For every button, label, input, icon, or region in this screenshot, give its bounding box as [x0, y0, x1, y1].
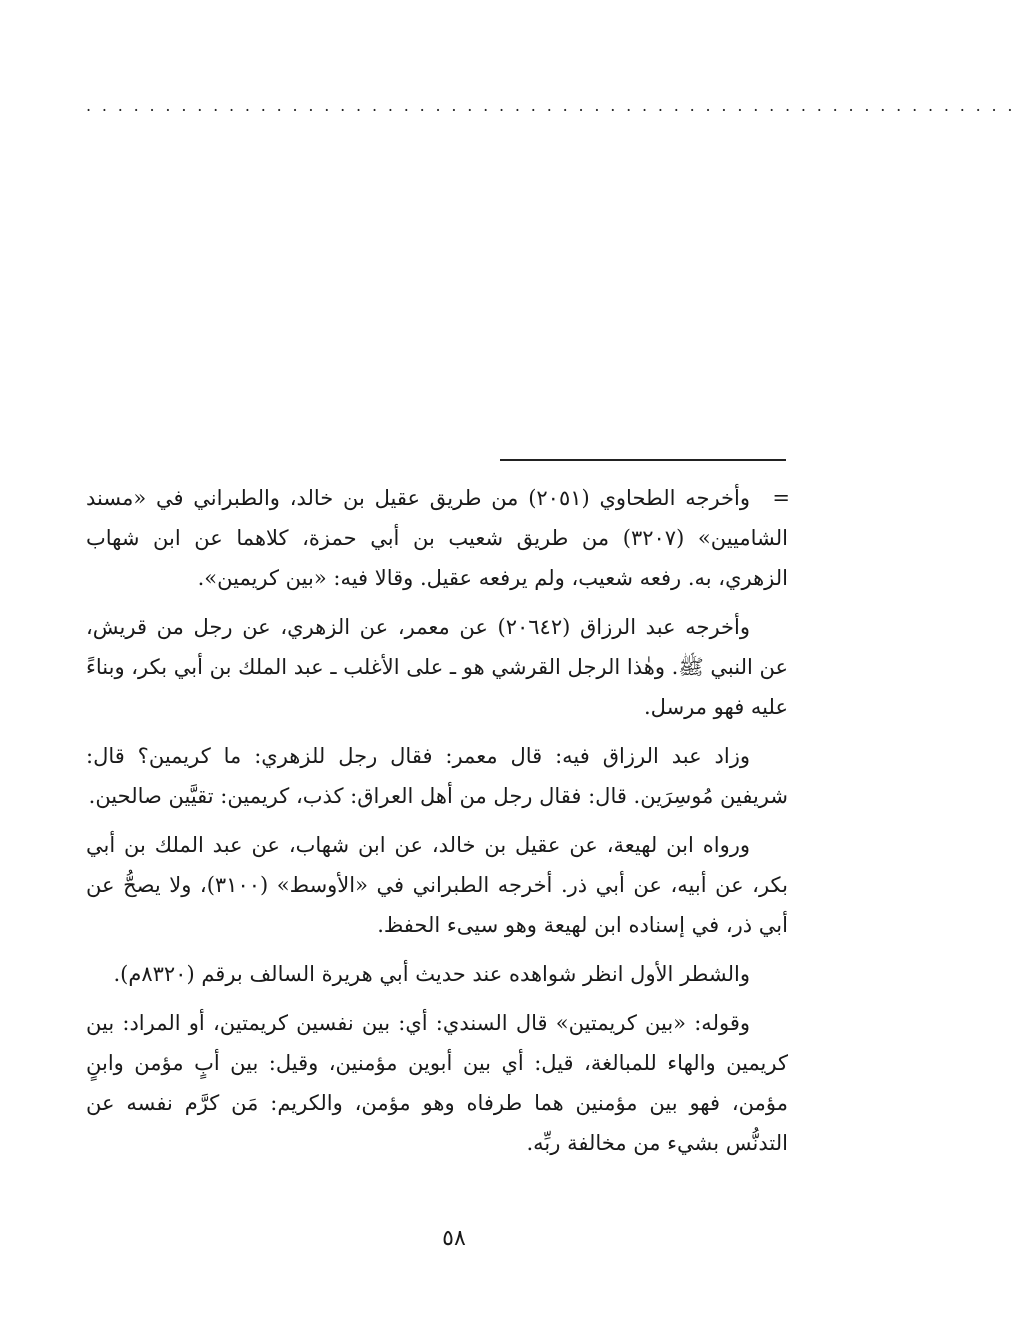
paragraph: وزاد عبد الرزاق فيه: قال معمر: فقال رجل للزهري: ما كريمين؟ قال: شريفين مُوسِرَين. قال: فقال رجل من أهل العراق: كذب، كريمين: تقيَّين صالحين. [86, 744, 788, 808]
footnotes-block [86, 478, 788, 1172]
paragraph: وأخرجه الطحاوي (٢٠٥١) من طريق عقيل بن خالد، والطبراني في «مسند الشاميين» (٣٢٠٧) من طريق شعيب بن أبي حمزة، كلاهما عن ابن شهاب الزهري، به. رفعه شعيب، ولم يرفعه عقيل. وقالا فيه: «بين كريمين». [86, 486, 788, 590]
paragraph: ورواه ابن لهيعة، عن عقيل بن خالد، عن ابن شهاب، عن عبد الملك بن أبي بكر، عن أبيه، عن أبي ذر. أخرجه الطبراني في «الأوسط» (٣١٠٠)، ولا يصحُّ عن أبي ذر، في إسناده ابن لهيعة وهو سيىء الحفظ. [86, 833, 788, 937]
continuation-mark: = [772, 486, 790, 510]
footnote-rule [500, 459, 786, 461]
dotted-separator: ........................................................... [86, 96, 1023, 115]
paragraph: وقوله: «بين كريمتين» قال السندي: أي: بين نفسين كريمتين، أو المراد: بين كريمين والهاء للمبالغة، قيل: أي بين أبوين مؤمنين، وقيل: بين أبٍ مؤمن وابنٍ مؤمن، فهو بين مؤمنين هما طرفاه وهو مؤمن، والكريم: مَن كرَّم نفسه عن التدنُّس بشيء من مخالفة ربِّه. [86, 1011, 788, 1155]
paragraph: والشطر الأول انظر شواهده عند حديث أبي هريرة السالف برقم (٨٣٢٠م). [113, 962, 750, 986]
paragraph: وأخرجه عبد الرزاق (٢٠٦٤٢) عن معمر، عن الزهري، عن رجل من قريش، عن النبي ﷺ. وهٰذا الرجل القرشي هو ـ على الأغلب ـ عبد الملك بن أبي بكر، وبناءً عليه فهو مرسل. [85, 615, 788, 719]
page-number: ٥٨ [442, 1226, 466, 1251]
